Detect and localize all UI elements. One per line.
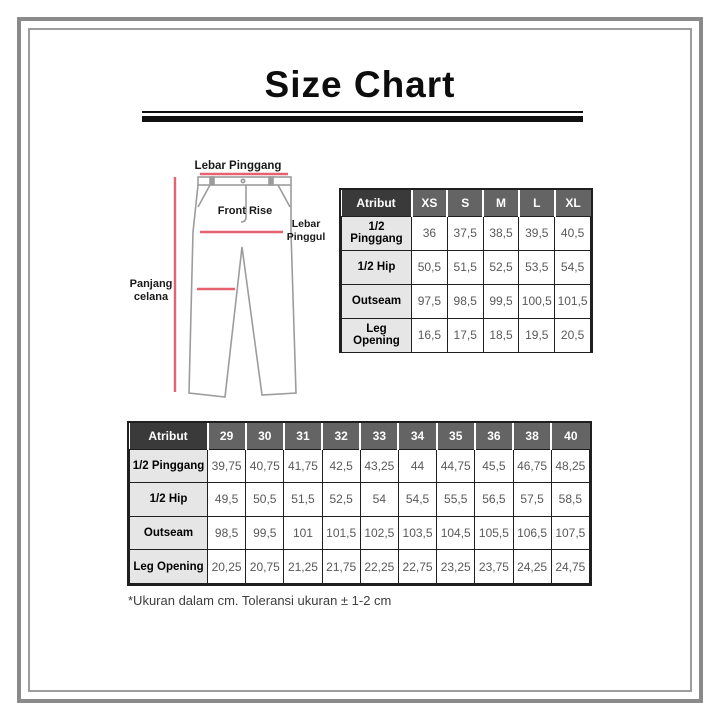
row-label-cell: 1/2 Hip — [130, 483, 208, 517]
value-cell: 99,5 — [483, 284, 519, 318]
numeric-size-table — [129, 423, 590, 584]
row-label-cell: 1/2 Pinggang — [342, 216, 412, 250]
size-header-cell: XS — [412, 190, 448, 216]
size-header-cell: 34 — [398, 423, 436, 449]
value-cell: 101,5 — [322, 516, 360, 550]
value-cell: 40,75 — [246, 449, 284, 483]
row-label-cell: Leg Opening — [342, 318, 412, 352]
value-cell: 54,5 — [398, 483, 436, 517]
value-cell: 55,5 — [437, 483, 475, 517]
table-row — [342, 250, 591, 284]
length-label-line2: celana — [133, 291, 169, 303]
attribute-header-cell: Atribut — [130, 423, 208, 449]
value-cell: 105,5 — [475, 516, 513, 550]
row-label-cell: 1/2 Hip — [342, 250, 412, 284]
value-cell: 44,75 — [437, 449, 475, 483]
right-pocket-line — [278, 185, 290, 207]
belt-loop — [210, 177, 214, 185]
value-cell: 50,5 — [412, 250, 448, 284]
value-cell: 22,75 — [398, 550, 436, 584]
page-title: Size Chart — [264, 64, 456, 105]
value-cell: 98,5 — [447, 284, 483, 318]
waist-label: Lebar Pinggang — [194, 160, 282, 172]
value-cell: 107,5 — [551, 516, 589, 550]
waist-button — [241, 179, 244, 182]
value-cell: 42,5 — [322, 449, 360, 483]
value-cell: 21,75 — [322, 550, 360, 584]
value-cell: 101 — [284, 516, 322, 550]
value-cell: 22,25 — [360, 550, 398, 584]
size-header-cell: 35 — [437, 423, 475, 449]
value-cell: 20,5 — [555, 318, 591, 352]
value-cell: 41,75 — [284, 449, 322, 483]
size-header-cell: 29 — [208, 423, 246, 449]
size-table-letter-sizes — [339, 188, 593, 353]
left-pocket-line — [198, 185, 210, 207]
pants-diagram — [130, 156, 330, 408]
row-label-cell: Leg Opening — [130, 550, 208, 584]
front-rise-label: Front Rise — [217, 205, 273, 217]
value-cell: 39,75 — [208, 449, 246, 483]
table-row — [130, 550, 590, 584]
value-cell: 58,5 — [551, 483, 589, 517]
size-header-cell: M — [483, 190, 519, 216]
value-cell: 48,25 — [551, 449, 589, 483]
value-cell: 23,75 — [475, 550, 513, 584]
value-cell: 24,75 — [551, 550, 589, 584]
hip-label-line2: Pinggul — [286, 231, 326, 243]
belt-loop — [269, 177, 273, 185]
row-label-cell: 1/2 Pinggang — [130, 449, 208, 483]
size-header-cell: 36 — [475, 423, 513, 449]
value-cell: 51,5 — [284, 483, 322, 517]
value-cell: 37,5 — [447, 216, 483, 250]
value-cell: 43,25 — [360, 449, 398, 483]
row-label-cell: Outseam — [342, 284, 412, 318]
value-cell: 18,5 — [483, 318, 519, 352]
size-header-cell: 32 — [322, 423, 360, 449]
row-label-cell: Outseam — [130, 516, 208, 550]
value-cell: 103,5 — [398, 516, 436, 550]
value-cell: 54 — [360, 483, 398, 517]
value-cell: 46,75 — [513, 449, 551, 483]
size-header-cell: 38 — [513, 423, 551, 449]
hip-label-line1: Lebar — [291, 218, 321, 230]
attribute-header-cell: Atribut — [342, 190, 412, 216]
value-cell: 52,5 — [483, 250, 519, 284]
length-label-line1: Panjang — [129, 278, 173, 290]
header-row — [130, 423, 590, 449]
value-cell: 23,25 — [437, 550, 475, 584]
value-cell: 99,5 — [246, 516, 284, 550]
title-rule-thick — [142, 116, 583, 122]
size-table-numeric-sizes — [127, 421, 592, 586]
table-row — [342, 318, 591, 352]
value-cell: 19,5 — [519, 318, 555, 352]
table-row — [342, 216, 591, 250]
value-cell: 54,5 — [555, 250, 591, 284]
value-cell: 56,5 — [475, 483, 513, 517]
value-cell: 52,5 — [322, 483, 360, 517]
table-row — [130, 483, 590, 517]
size-header-cell: L — [519, 190, 555, 216]
value-cell: 24,25 — [513, 550, 551, 584]
value-cell: 57,5 — [513, 483, 551, 517]
footnote: *Ukuran dalam cm. Toleransi ukuran ± 1-2 cm — [128, 593, 392, 608]
value-cell: 45,5 — [475, 449, 513, 483]
value-cell: 20,75 — [246, 550, 284, 584]
value-cell: 16,5 — [412, 318, 448, 352]
value-cell: 36 — [412, 216, 448, 250]
value-cell: 53,5 — [519, 250, 555, 284]
value-cell: 21,25 — [284, 550, 322, 584]
table-row — [130, 516, 590, 550]
size-header-cell: XL — [555, 190, 591, 216]
size-header-cell: 30 — [246, 423, 284, 449]
value-cell: 100,5 — [519, 284, 555, 318]
value-cell: 20,25 — [208, 550, 246, 584]
value-cell: 17,5 — [447, 318, 483, 352]
size-header-cell: S — [447, 190, 483, 216]
header-row — [342, 190, 591, 216]
table-row — [342, 284, 591, 318]
value-cell: 44 — [398, 449, 436, 483]
value-cell: 38,5 — [483, 216, 519, 250]
value-cell: 49,5 — [208, 483, 246, 517]
letter-size-table — [341, 190, 591, 353]
value-cell: 101,5 — [555, 284, 591, 318]
size-header-cell: 40 — [551, 423, 589, 449]
value-cell: 98,5 — [208, 516, 246, 550]
value-cell: 40,5 — [555, 216, 591, 250]
size-header-cell: 33 — [360, 423, 398, 449]
title-rule-thin — [142, 111, 583, 113]
value-cell: 51,5 — [447, 250, 483, 284]
size-header-cell: 31 — [284, 423, 322, 449]
table-row — [130, 449, 590, 483]
value-cell: 106,5 — [513, 516, 551, 550]
value-cell: 50,5 — [246, 483, 284, 517]
value-cell: 104,5 — [437, 516, 475, 550]
value-cell: 102,5 — [360, 516, 398, 550]
value-cell: 39,5 — [519, 216, 555, 250]
value-cell: 97,5 — [412, 284, 448, 318]
